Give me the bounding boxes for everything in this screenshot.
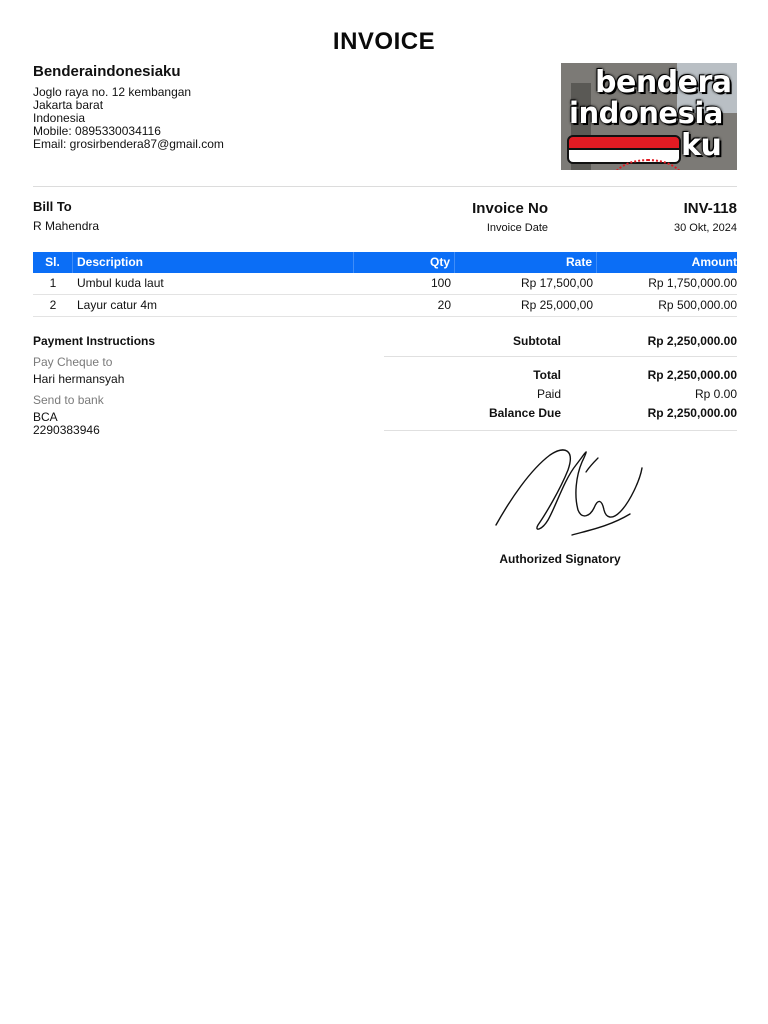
pay-cheque-name: Hari hermansyah [33,372,125,386]
company-country: Indonesia [33,111,86,125]
row-rate: Rp 25,000,00 [520,298,593,312]
paid-label: Paid [536,387,561,401]
row-description: Layur catur 4m [77,298,158,312]
invoice-number-label: Invoice No [472,200,548,217]
bank-name: BCA [33,410,58,424]
summary-divider [384,356,737,357]
summary-bottom-divider [384,430,737,431]
company-email: Email: grosirbendera87@gmail.com [33,137,224,151]
row-description: Umbul kuda laut [77,276,164,290]
subtotal-label: Subtotal [513,334,561,348]
row-amount: Rp 500,000.00 [658,298,737,312]
header-divider [33,186,737,187]
header-amount: Amount [691,255,737,269]
line-items-table [33,252,737,317]
signature-image [490,440,650,540]
row-amount: Rp 1,750,000.00 [648,276,737,290]
row-rate: Rp 17,500,00 [520,276,593,290]
row-qty: 100 [430,276,451,290]
row-qty: 20 [437,298,451,312]
header-description: Description [73,252,354,273]
paid-value: Rp 0.00 [694,387,737,401]
bill-to-label: Bill To [33,199,72,214]
bank-account-number: 2290383946 [33,423,100,437]
table-row [33,273,737,295]
header-qty: Qty [354,252,455,273]
company-name: Benderaindonesiaku [33,63,181,80]
row-sl: 1 [49,276,57,290]
invoice-number: INV-118 [683,200,737,217]
company-mobile: Mobile: 0895330034116 [33,124,161,138]
logo-word-2: indonesia [569,96,723,130]
authorized-signatory-label: Authorized Signatory [499,552,621,566]
table-header [33,252,737,273]
pay-cheque-label: Pay Cheque to [33,355,113,369]
balance-due-label: Balance Due [488,406,561,420]
header-sl: Sl. [33,252,73,273]
company-info [33,63,433,151]
company-city: Jakarta barat [33,98,104,112]
bill-to-name: R Mahendra [33,219,100,233]
invoice-date: 30 Okt, 2024 [674,222,737,234]
payment-instructions-title: Payment Instructions [33,334,156,348]
header-rate: Rate [455,252,597,273]
logo-word-3: ku [681,128,722,163]
send-to-bank-label: Send to bank [33,393,104,407]
invoice-date-label: Invoice Date [486,222,548,234]
company-address-line: Joglo raya no. 12 kembangan [33,85,192,99]
total-label: Total [533,368,561,382]
row-sl: 2 [49,298,57,312]
balance-due-value: Rp 2,250,000.00 [647,406,737,420]
subtotal-value: Rp 2,250,000.00 [647,334,737,348]
logo-word-1: bendera [595,65,732,100]
table-row [33,295,737,317]
total-value: Rp 2,250,000.00 [647,368,737,382]
company-logo [561,63,737,170]
document-title: INVOICE [332,28,436,55]
